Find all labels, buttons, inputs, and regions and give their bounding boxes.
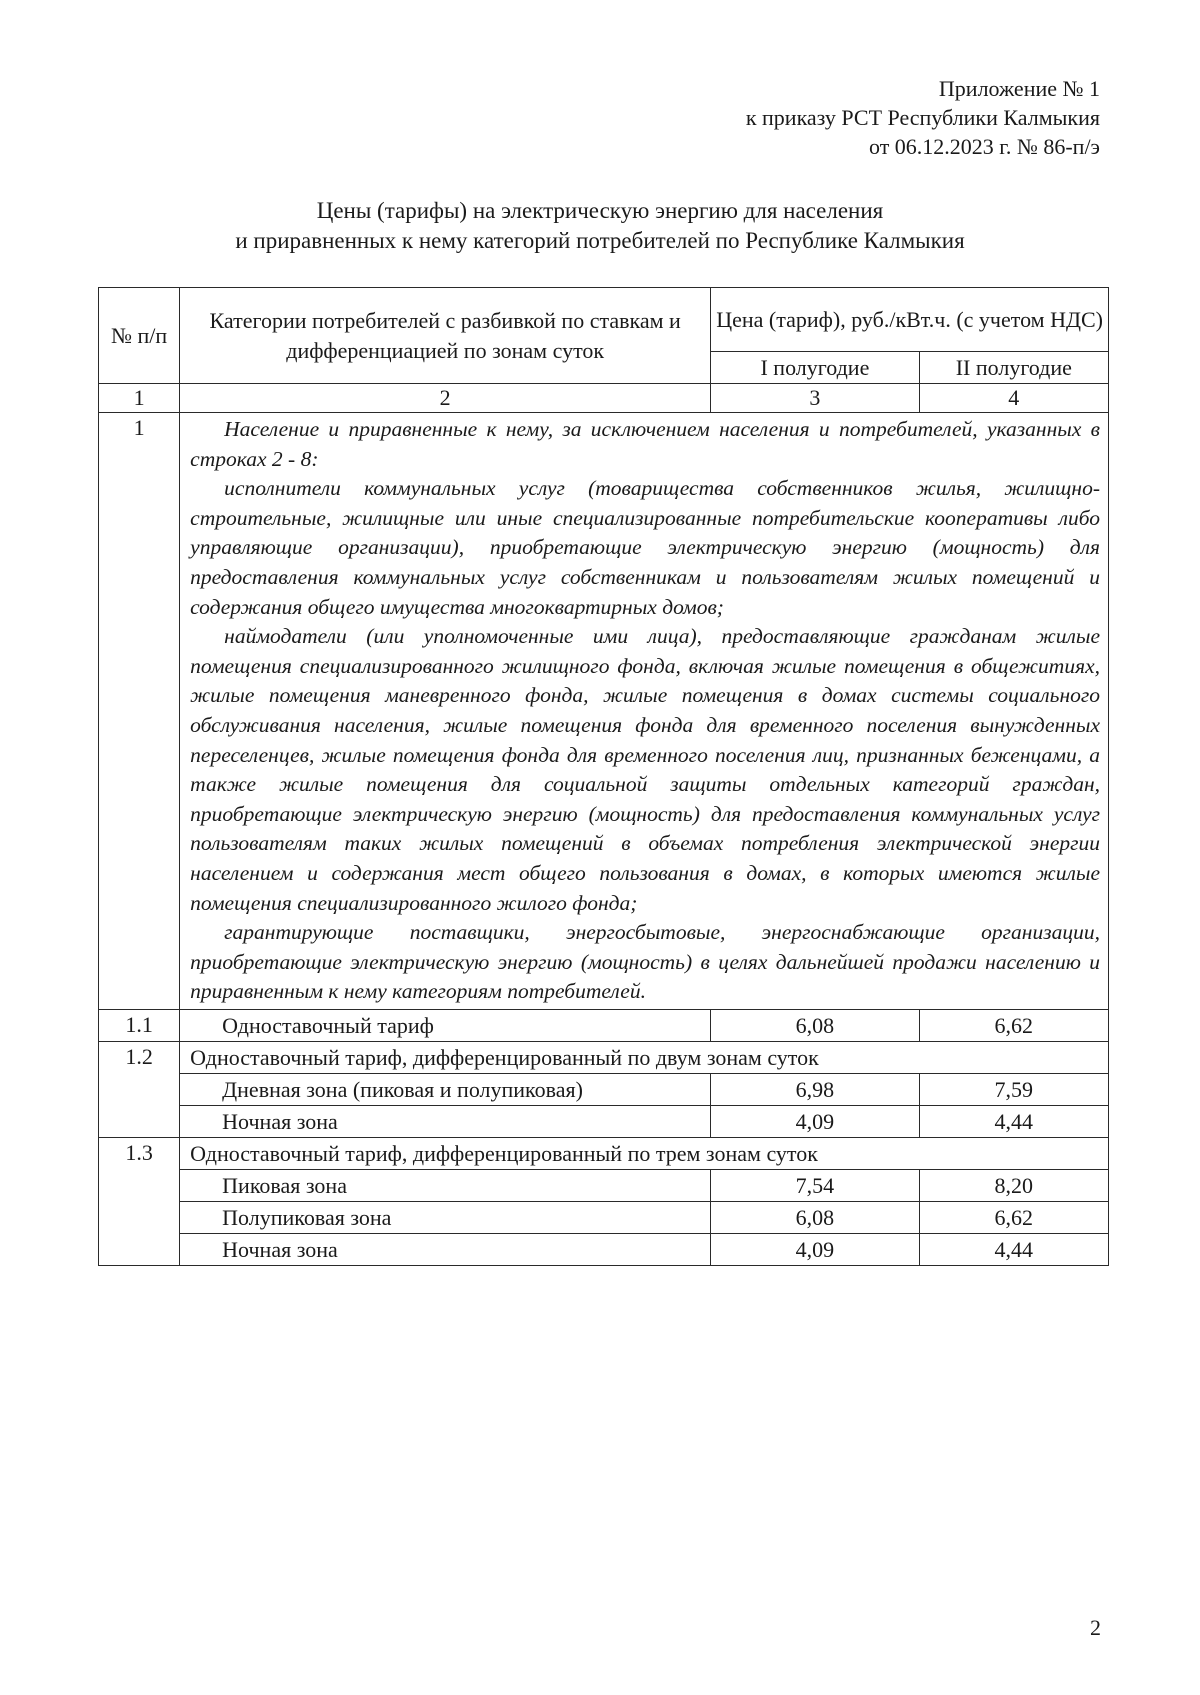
appendix-line-3: от 06.12.2023 г. № 86-п/э [868,134,1100,159]
table-row [99,1233,1109,1265]
tariff-label: Ночная зона [180,1105,711,1137]
table-row [99,1105,1109,1137]
header-num: № п/п [99,288,180,384]
tariff-label: Дневная зона (пиковая и полупиковая) [180,1073,711,1105]
price-half-1: 6,98 [711,1073,919,1105]
appendix-reference [746,74,1100,161]
tariff-group-label: Одноставочный тариф, дифференцированный по трем зонам суток [180,1137,1109,1169]
table-row [99,413,1109,1010]
price-half-1: 4,09 [711,1105,919,1137]
row-number: 1.3 [99,1137,180,1265]
table-row [99,1009,1109,1041]
column-number: 1 [99,384,180,413]
category-paragraph: наймодатели (или уполномоченные ими лица), предоставляющие гражданам жилые помещения специализированного жилищного фонда, включая жилые помещения в общежитиях, жилые помещения маневренного фонда, жилые помещения в домах системы социального обслуживания населения, жилые помещения фонда для временного поселения вынужденных переселенцев, жилые помещения фонда для временного поселения лиц, признанных беженцами, а также жилые помещения для социальной защиты отдельных категорий граждан, приобретающие электрическую энергию (мощность) для предоставления коммунальных услуг пользователям таких жилых помещений в объемах потребления электрической энергии населением и содержания мест общего пользования в домах, в которых имеются жилые помещения специализированного жилого фонда; [190,624,1100,915]
tariff-label: Пиковая зона [180,1169,711,1201]
category-paragraph: Население и приравненные к нему, за исключением населения и потребителей, указанных в строках 2 - 8: [190,417,1100,471]
header-category: Категории потребителей с разбивкой по ставкам и дифференциацией по зонам суток [180,288,711,384]
row-number: 1 [99,413,180,1010]
price-half-2: 4,44 [919,1233,1108,1265]
appendix-line-2: к приказу РСТ Республики Калмыкия [745,105,1100,130]
table-row [99,1041,1109,1073]
row-number: 1.1 [99,1009,180,1041]
price-half-1: 6,08 [711,1201,919,1233]
tariff-table [98,287,1109,1266]
document-title [100,196,1100,256]
table-row [99,1137,1109,1169]
price-half-2: 6,62 [919,1201,1108,1233]
column-number: 4 [919,384,1108,413]
price-half-2: 8,20 [919,1169,1108,1201]
column-number: 2 [180,384,711,413]
price-half-2: 7,59 [919,1073,1108,1105]
price-half-2: 6,62 [919,1009,1108,1041]
header-half-2: II полугодие [919,352,1108,384]
category-description [180,413,1109,1010]
appendix-line-1: Приложение № 1 [938,76,1100,101]
price-half-1: 4,09 [711,1233,919,1265]
table-row [99,1169,1109,1201]
price-half-1: 6,08 [711,1009,919,1041]
header-price: Цена (тариф), руб./кВт.ч. (с учетом НДС) [711,288,1109,352]
page-number: 2 [1090,1615,1101,1640]
table-row [99,1201,1109,1233]
header-half-1: I полугодие [711,352,919,384]
tariff-group-label: Одноставочный тариф, дифференцированный по двум зонам суток [180,1041,1109,1073]
title-line-2: и приравненных к нему категорий потребителей по Республике Калмыкия [235,228,965,253]
table-header-row [99,288,1109,352]
row-number: 1.2 [99,1041,180,1137]
column-number-row [99,384,1109,413]
column-number: 3 [711,384,919,413]
table-row [99,1073,1109,1105]
tariff-label: Полупиковая зона [180,1201,711,1233]
price-half-1: 7,54 [711,1169,919,1201]
tariff-label: Ночная зона [180,1233,711,1265]
category-paragraph: гарантирующие поставщики, энергосбытовые, энергоснабжающие организации, приобретающие электрическую энергию (мощность) в целях дальнейшей продажи населению и приравненным к нему категориям потребителей. [190,920,1100,1004]
price-half-2: 4,44 [919,1105,1108,1137]
category-paragraph: исполнители коммунальных услуг (товарищества собственников жилья, жилищно-строительные, жилищные или иные специализированные потребительские кооперативы либо управляющие организации), приобретающие электрическую энергию (мощность) для предоставления коммунальных услуг собственникам и пользователям жилых помещений и содержания общего имущества многоквартирных домов; [190,476,1100,619]
tariff-label: Одноставочный тариф [180,1009,711,1041]
title-line-1: Цены (тарифы) на электрическую энергию для населения [316,198,884,223]
